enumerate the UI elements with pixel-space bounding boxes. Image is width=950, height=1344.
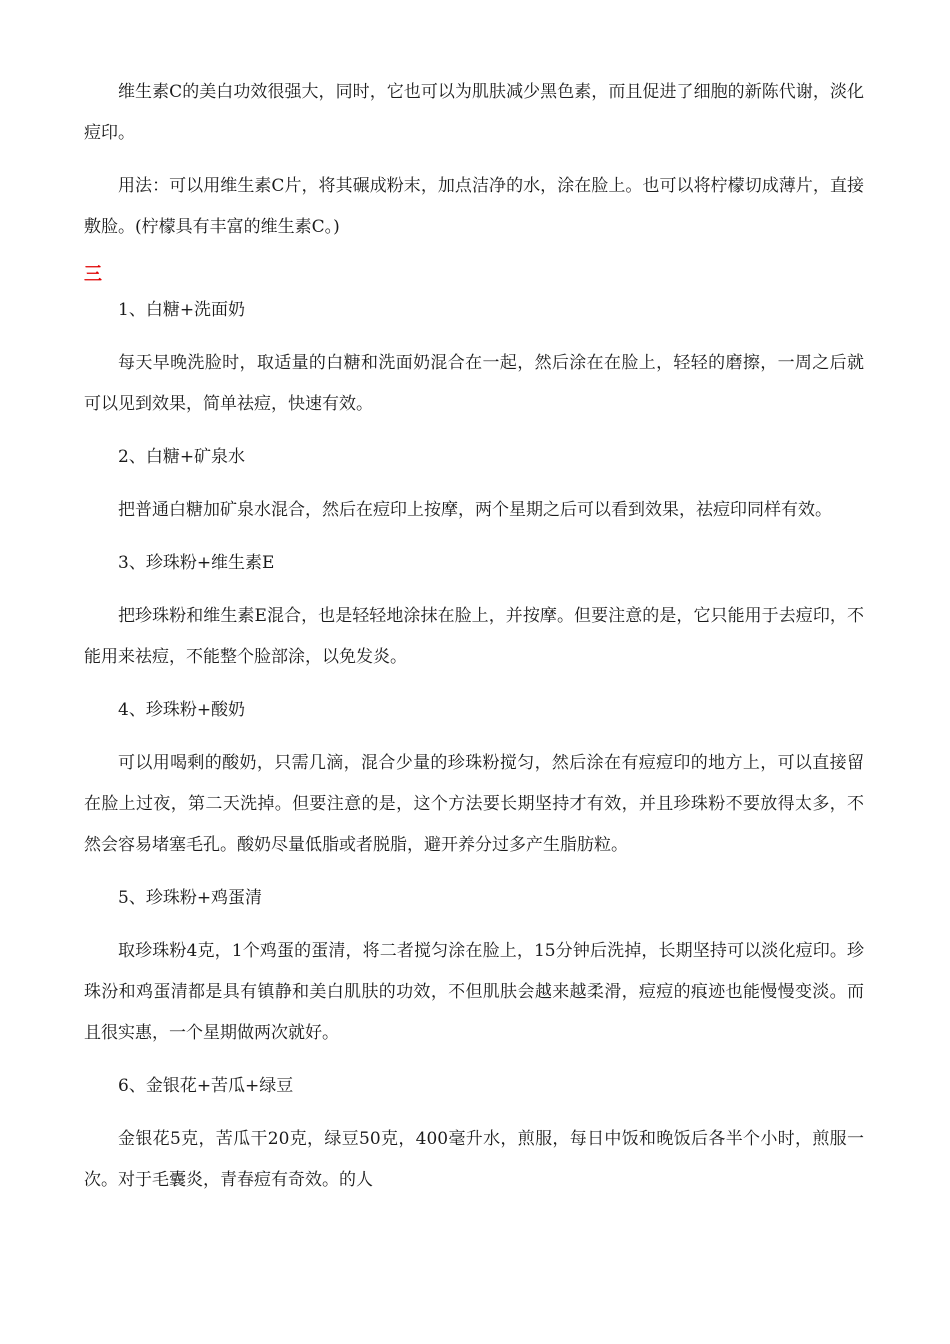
item-heading: 2、白糖+矿泉水 xyxy=(118,447,246,467)
intro-paragraph: 维生素C的美白功效很强大，同时，它也可以为肌肤减少黑色素，而且促进了细胞的新陈代谢，淡化痘印。 xyxy=(84,82,864,143)
item-heading: 4、珍珠粉+酸奶 xyxy=(118,700,246,720)
item-heading: 1、白糖+洗面奶 xyxy=(118,300,246,320)
spacer xyxy=(84,919,864,931)
item-heading: 3、珍珠粉+维生素E xyxy=(118,553,275,573)
item-body: 把普通白糖加矿泉水混合，然后在痘印上按摩，两个星期之后可以看到效果，祛痘印同样有效。 xyxy=(118,500,832,520)
spacer xyxy=(84,731,864,743)
spacer xyxy=(84,678,864,690)
spacer xyxy=(84,478,864,490)
item-body: 金银花5克，苦瓜干20克，绿豆50克，400毫升水，煎服，每日中饭和晚饭后各半个小时，煎服一次。对于毛囊炎，青春痘有奇效。的人 xyxy=(84,1129,864,1190)
spacer xyxy=(84,248,864,260)
spacer xyxy=(84,866,864,878)
item-body: 取珍珠粉4克，1个鸡蛋的蛋清，将二者搅匀涂在脸上，15分钟后洗掉，长期坚持可以淡化痘印。珍珠汾和鸡蛋清都是具有镇静和美白肌肤的功效，不但肌肤会越来越柔滑，痘痘的痕迹也能慢慢变淡。而且很实惠，一个星期做两次就好。 xyxy=(84,941,864,1043)
spacer xyxy=(84,531,864,543)
item-body: 每天早晚洗脸时，取适量的白糖和洗面奶混合在一起，然后涂在在脸上，轻轻的磨擦，一周之后就可以见到效果，简单祛痘，快速有效。 xyxy=(84,353,864,414)
item-heading: 5、珍珠粉+鸡蛋清 xyxy=(118,888,263,908)
spacer xyxy=(84,1107,864,1119)
spacer xyxy=(84,331,864,343)
item-body: 可以用喝剩的酸奶，只需几滴，混合少量的珍珠粉搅匀，然后涂在有痘痘印的地方上，可以直接留在脸上过夜，第二天洗掉。但要注意的是，这个方法要长期坚持才有效，并且珍珠粉不要放得太多，不然会容易堵塞毛孔。酸奶尽量低脂或者脱脂，避开养分过多产生脂肪粒。 xyxy=(84,753,864,855)
usage-paragraph: 用法：可以用维生素C片，将其碾成粉末，加点洁净的水，涂在脸上。也可以将柠檬切成薄片，直接敷脸。(柠檬具有丰富的维生素C。) xyxy=(84,176,864,237)
item-heading: 6、金银花+苦瓜+绿豆 xyxy=(118,1076,294,1096)
spacer xyxy=(84,1054,864,1066)
spacer xyxy=(84,584,864,596)
item-body: 把珍珠粉和维生素E混合，也是轻轻地涂抹在脸上，并按摩。但要注意的是，它只能用于去痘印，不能用来祛痘，不能整个脸部涂，以免发炎。 xyxy=(84,606,864,667)
document-page xyxy=(84,72,864,1201)
spacer xyxy=(84,154,864,166)
section-number: 三 xyxy=(84,264,102,285)
spacer xyxy=(84,425,864,437)
